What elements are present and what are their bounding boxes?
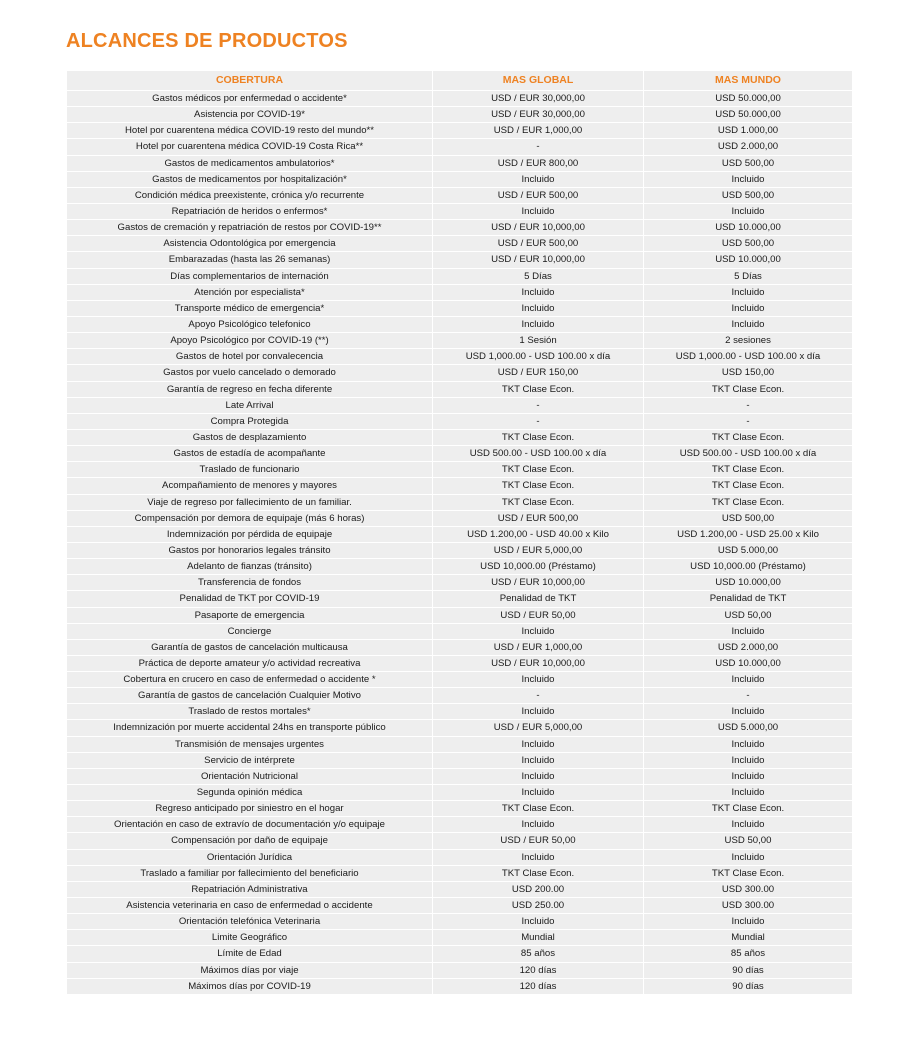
mas-mundo-cell: USD 150,00: [644, 365, 852, 381]
table-row: [67, 720, 852, 736]
table-row: [67, 704, 852, 720]
mas-global-cell: -: [433, 688, 643, 704]
column-header-coverage: COBERTURA: [67, 71, 432, 90]
mas-global-cell: Incluido: [433, 704, 643, 720]
mas-mundo-cell: 2 sesiones: [644, 333, 852, 349]
coverage-cell: Gastos de cremación y repatriación de restos por COVID-19**: [67, 220, 432, 236]
table-row: [67, 898, 852, 914]
mas-global-cell: Incluido: [433, 850, 643, 866]
table-row: [67, 963, 852, 979]
mas-mundo-cell: USD 10.000,00: [644, 220, 852, 236]
column-header-mas-mundo: MAS MUNDO: [644, 71, 852, 90]
mas-mundo-cell: Incluido: [644, 914, 852, 930]
mas-mundo-cell: 90 días: [644, 979, 852, 995]
mas-mundo-cell: Incluido: [644, 301, 852, 317]
mas-global-cell: 85 años: [433, 946, 643, 962]
table-row: [67, 172, 852, 188]
coverage-cell: Apoyo Psicológico por COVID-19 (**): [67, 333, 432, 349]
mas-global-cell: USD 500.00 - USD 100.00 x día: [433, 446, 643, 462]
table-row: [67, 478, 852, 494]
coverage-cell: Hotel por cuarentena médica COVID-19 Costa Rica**: [67, 139, 432, 155]
coverage-cell: Gastos de desplazamiento: [67, 430, 432, 446]
table-row: [67, 301, 852, 317]
mas-mundo-cell: USD 500.00 - USD 100.00 x día: [644, 446, 852, 462]
table-row: [67, 527, 852, 543]
table-row: [67, 220, 852, 236]
table-row: [67, 156, 852, 172]
coverage-cell: Máximos días por viaje: [67, 963, 432, 979]
table-row: [67, 349, 852, 365]
coverage-cell: Viaje de regreso por fallecimiento de un familiar.: [67, 495, 432, 511]
mas-global-cell: USD / EUR 150,00: [433, 365, 643, 381]
mas-global-cell: Incluido: [433, 285, 643, 301]
table-row: [67, 333, 852, 349]
mas-mundo-cell: Incluido: [644, 624, 852, 640]
mas-mundo-cell: USD 500,00: [644, 156, 852, 172]
mas-global-cell: TKT Clase Econ.: [433, 382, 643, 398]
coverage-cell: Adelanto de fianzas (tránsito): [67, 559, 432, 575]
mas-global-cell: USD / EUR 50,00: [433, 833, 643, 849]
table-row: [67, 511, 852, 527]
table-row: [67, 608, 852, 624]
table-row: [67, 656, 852, 672]
mas-mundo-cell: TKT Clase Econ.: [644, 866, 852, 882]
mas-mundo-cell: USD 500,00: [644, 188, 852, 204]
table-row: [67, 640, 852, 656]
mas-mundo-cell: TKT Clase Econ.: [644, 495, 852, 511]
mas-mundo-cell: Incluido: [644, 672, 852, 688]
coverage-cell: Cobertura en crucero en caso de enfermedad o accidente *: [67, 672, 432, 688]
mas-mundo-cell: Incluido: [644, 285, 852, 301]
mas-mundo-cell: USD 300.00: [644, 898, 852, 914]
coverage-cell: Compensación por daño de equipaje: [67, 833, 432, 849]
mas-global-cell: -: [433, 139, 643, 155]
coverage-cell: Hotel por cuarentena médica COVID-19 resto del mundo**: [67, 123, 432, 139]
coverage-cell: Concierge: [67, 624, 432, 640]
coverage-cell: Gastos por honorarios legales tránsito: [67, 543, 432, 559]
table-row: [67, 365, 852, 381]
mas-mundo-cell: Incluido: [644, 785, 852, 801]
mas-global-cell: 1 Sesión: [433, 333, 643, 349]
mas-mundo-cell: TKT Clase Econ.: [644, 462, 852, 478]
mas-global-cell: USD / EUR 1,000,00: [433, 123, 643, 139]
mas-global-cell: USD / EUR 30,000,00: [433, 107, 643, 123]
mas-mundo-cell: USD 10.000,00: [644, 252, 852, 268]
table-row: [67, 123, 852, 139]
mas-global-cell: Penalidad de TKT: [433, 591, 643, 607]
mas-global-cell: Incluido: [433, 914, 643, 930]
mas-global-cell: 5 Días: [433, 269, 643, 285]
mas-mundo-cell: TKT Clase Econ.: [644, 801, 852, 817]
coverage-cell: Transferencia de fondos: [67, 575, 432, 591]
table-row: [67, 285, 852, 301]
mas-global-cell: TKT Clase Econ.: [433, 495, 643, 511]
mas-global-cell: USD / EUR 500,00: [433, 188, 643, 204]
mas-mundo-cell: TKT Clase Econ.: [644, 430, 852, 446]
coverage-cell: Gastos de medicamentos ambulatorios*: [67, 156, 432, 172]
mas-mundo-cell: USD 2.000,00: [644, 139, 852, 155]
coverage-cell: Compensación por demora de equipaje (más 6 horas): [67, 511, 432, 527]
mas-global-cell: Incluido: [433, 753, 643, 769]
mas-mundo-cell: 90 días: [644, 963, 852, 979]
mas-mundo-cell: USD 1,000.00 - USD 100.00 x día: [644, 349, 852, 365]
coverage-cell: Gastos de medicamentos por hospitalización*: [67, 172, 432, 188]
coverage-cell: Indemnización por muerte accidental 24hs en transporte público: [67, 720, 432, 736]
mas-mundo-cell: -: [644, 398, 852, 414]
coverage-cell: Traslado de restos mortales*: [67, 704, 432, 720]
mas-mundo-cell: Penalidad de TKT: [644, 591, 852, 607]
mas-global-cell: Incluido: [433, 317, 643, 333]
coverage-cell: Gastos de hotel por convalecencia: [67, 349, 432, 365]
table-row: [67, 559, 852, 575]
table-row: [67, 236, 852, 252]
coverage-cell: Orientación Nutricional: [67, 769, 432, 785]
coverage-cell: Late Arrival: [67, 398, 432, 414]
mas-mundo-cell: Incluido: [644, 704, 852, 720]
coverage-cell: Atención por especialista*: [67, 285, 432, 301]
coverage-cell: Pasaporte de emergencia: [67, 608, 432, 624]
coverage-cell: Gastos de estadía de acompañante: [67, 446, 432, 462]
mas-mundo-cell: Incluido: [644, 204, 852, 220]
mas-global-cell: Incluido: [433, 672, 643, 688]
mas-mundo-cell: Incluido: [644, 850, 852, 866]
mas-mundo-cell: TKT Clase Econ.: [644, 478, 852, 494]
coverage-cell: Apoyo Psicológico telefonico: [67, 317, 432, 333]
coverage-cell: Repatriación de heridos o enfermos*: [67, 204, 432, 220]
mas-global-cell: Incluido: [433, 624, 643, 640]
mas-mundo-cell: TKT Clase Econ.: [644, 382, 852, 398]
mas-mundo-cell: USD 1.000,00: [644, 123, 852, 139]
coverage-cell: Acompañamiento de menores y mayores: [67, 478, 432, 494]
mas-mundo-cell: Incluido: [644, 817, 852, 833]
table-header-row: [67, 71, 852, 90]
mas-mundo-cell: Incluido: [644, 769, 852, 785]
table-row: [67, 737, 852, 753]
coverage-cell: Asistencia por COVID-19*: [67, 107, 432, 123]
mas-global-cell: USD / EUR 30,000,00: [433, 91, 643, 107]
page-title: ALCANCES DE PRODUCTOS: [66, 30, 348, 52]
coverage-cell: Garantía de gastos de cancelación multicausa: [67, 640, 432, 656]
mas-mundo-cell: -: [644, 688, 852, 704]
column-header-mas-global: MAS GLOBAL: [433, 71, 643, 90]
table-row: [67, 866, 852, 882]
table-row: [67, 269, 852, 285]
table-row: [67, 882, 852, 898]
mas-global-cell: Mundial: [433, 930, 643, 946]
mas-mundo-cell: Incluido: [644, 172, 852, 188]
mas-global-cell: TKT Clase Econ.: [433, 462, 643, 478]
coverage-cell: Penalidad de TKT por COVID-19: [67, 591, 432, 607]
coverage-cell: Indemnización por pérdida de equipaje: [67, 527, 432, 543]
mas-global-cell: USD / EUR 800,00: [433, 156, 643, 172]
mas-global-cell: USD / EUR 10,000,00: [433, 575, 643, 591]
mas-mundo-cell: USD 2.000,00: [644, 640, 852, 656]
mas-global-cell: 120 días: [433, 963, 643, 979]
table-row: [67, 382, 852, 398]
mas-global-cell: Incluido: [433, 301, 643, 317]
mas-mundo-cell: USD 50,00: [644, 608, 852, 624]
mas-global-cell: -: [433, 414, 643, 430]
mas-global-cell: TKT Clase Econ.: [433, 866, 643, 882]
table-row: [67, 188, 852, 204]
mas-global-cell: USD 250.00: [433, 898, 643, 914]
coverage-cell: Limite Geográfico: [67, 930, 432, 946]
table-row: [67, 930, 852, 946]
table-row: [67, 979, 852, 995]
mas-global-cell: Incluido: [433, 769, 643, 785]
coverage-cell: Asistencia veterinaria en caso de enfermedad o accidente: [67, 898, 432, 914]
table-row: [67, 107, 852, 123]
coverage-cell: Compra Protegida: [67, 414, 432, 430]
table-row: [67, 252, 852, 268]
table-row: [67, 543, 852, 559]
table-row: [67, 495, 852, 511]
mas-global-cell: USD 1,000.00 - USD 100.00 x día: [433, 349, 643, 365]
mas-global-cell: USD / EUR 10,000,00: [433, 656, 643, 672]
mas-global-cell: Incluido: [433, 737, 643, 753]
table-row: [67, 785, 852, 801]
mas-global-cell: USD / EUR 500,00: [433, 236, 643, 252]
table-row: [67, 672, 852, 688]
mas-global-cell: TKT Clase Econ.: [433, 478, 643, 494]
mas-mundo-cell: 85 años: [644, 946, 852, 962]
mas-global-cell: USD / EUR 50,00: [433, 608, 643, 624]
mas-global-cell: USD / EUR 10,000,00: [433, 220, 643, 236]
coverage-cell: Condición médica preexistente, crónica y/o recurrente: [67, 188, 432, 204]
table-row: [67, 430, 852, 446]
mas-mundo-cell: USD 5.000,00: [644, 543, 852, 559]
mas-global-cell: USD / EUR 5,000,00: [433, 720, 643, 736]
table-row: [67, 833, 852, 849]
mas-mundo-cell: USD 10,000.00 (Préstamo): [644, 559, 852, 575]
coverage-cell: Límite de Edad: [67, 946, 432, 962]
mas-mundo-cell: USD 5.000,00: [644, 720, 852, 736]
coverage-cell: Garantía de gastos de cancelación Cualquier Motivo: [67, 688, 432, 704]
mas-global-cell: USD 1.200,00 - USD 40.00 x Kilo: [433, 527, 643, 543]
coverage-cell: Transmisión de mensajes urgentes: [67, 737, 432, 753]
table-row: [67, 414, 852, 430]
mas-global-cell: Incluido: [433, 204, 643, 220]
table-row: [67, 769, 852, 785]
coverage-cell: Traslado a familiar por fallecimiento del beneficiario: [67, 866, 432, 882]
table-row: [67, 801, 852, 817]
coverage-cell: Servicio de intérprete: [67, 753, 432, 769]
table-row: [67, 317, 852, 333]
coverage-cell: Práctica de deporte amateur y/o actividad recreativa: [67, 656, 432, 672]
table-row: [67, 462, 852, 478]
mas-mundo-cell: USD 500,00: [644, 236, 852, 252]
mas-mundo-cell: USD 500,00: [644, 511, 852, 527]
mas-global-cell: Incluido: [433, 817, 643, 833]
table-row: [67, 591, 852, 607]
coverage-cell: Orientación en caso de extravío de documentación y/o equipaje: [67, 817, 432, 833]
coverage-cell: Días complementarios de internación: [67, 269, 432, 285]
mas-global-cell: USD / EUR 500,00: [433, 511, 643, 527]
mas-global-cell: Incluido: [433, 785, 643, 801]
coverage-cell: Embarazadas (hasta las 26 semanas): [67, 252, 432, 268]
mas-global-cell: USD 200.00: [433, 882, 643, 898]
table-row: [67, 398, 852, 414]
mas-mundo-cell: USD 1.200,00 - USD 25.00 x Kilo: [644, 527, 852, 543]
coverage-cell: Asistencia Odontológica por emergencia: [67, 236, 432, 252]
mas-mundo-cell: Mundial: [644, 930, 852, 946]
coverage-cell: Traslado de funcionario: [67, 462, 432, 478]
table-row: [67, 446, 852, 462]
table-row: [67, 850, 852, 866]
mas-mundo-cell: USD 10.000,00: [644, 575, 852, 591]
table-row: [67, 91, 852, 107]
mas-global-cell: 120 días: [433, 979, 643, 995]
mas-global-cell: USD / EUR 1,000,00: [433, 640, 643, 656]
coverage-cell: Orientación Jurídica: [67, 850, 432, 866]
mas-global-cell: -: [433, 398, 643, 414]
mas-global-cell: Incluido: [433, 172, 643, 188]
coverage-cell: Máximos días por COVID-19: [67, 979, 432, 995]
table-row: [67, 817, 852, 833]
coverage-cell: Gastos médicos por enfermedad o accidente*: [67, 91, 432, 107]
coverage-cell: Gastos por vuelo cancelado o demorado: [67, 365, 432, 381]
mas-global-cell: TKT Clase Econ.: [433, 430, 643, 446]
table-row: [67, 688, 852, 704]
mas-mundo-cell: USD 50.000,00: [644, 91, 852, 107]
table-row: [67, 204, 852, 220]
table-body: [67, 91, 852, 995]
mas-mundo-cell: USD 300.00: [644, 882, 852, 898]
coverage-cell: Segunda opinión médica: [67, 785, 432, 801]
mas-global-cell: USD 10,000.00 (Préstamo): [433, 559, 643, 575]
mas-mundo-cell: 5 Días: [644, 269, 852, 285]
mas-global-cell: USD / EUR 10,000,00: [433, 252, 643, 268]
table-row: [67, 139, 852, 155]
mas-mundo-cell: Incluido: [644, 317, 852, 333]
coverage-cell: Transporte médico de emergencia*: [67, 301, 432, 317]
coverage-table: [67, 71, 852, 995]
mas-mundo-cell: Incluido: [644, 737, 852, 753]
mas-mundo-cell: Incluido: [644, 753, 852, 769]
table-row: [67, 946, 852, 962]
mas-mundo-cell: -: [644, 414, 852, 430]
mas-mundo-cell: USD 50,00: [644, 833, 852, 849]
mas-mundo-cell: USD 50.000,00: [644, 107, 852, 123]
table-row: [67, 624, 852, 640]
coverage-cell: Repatriación Administrativa: [67, 882, 432, 898]
mas-global-cell: TKT Clase Econ.: [433, 801, 643, 817]
table-row: [67, 914, 852, 930]
table-row: [67, 753, 852, 769]
coverage-cell: Regreso anticipado por siniestro en el hogar: [67, 801, 432, 817]
coverage-cell: Garantía de regreso en fecha diferente: [67, 382, 432, 398]
coverage-cell: Orientación telefónica Veterinaria: [67, 914, 432, 930]
table-row: [67, 575, 852, 591]
mas-mundo-cell: USD 10.000,00: [644, 656, 852, 672]
mas-global-cell: USD / EUR 5,000,00: [433, 543, 643, 559]
